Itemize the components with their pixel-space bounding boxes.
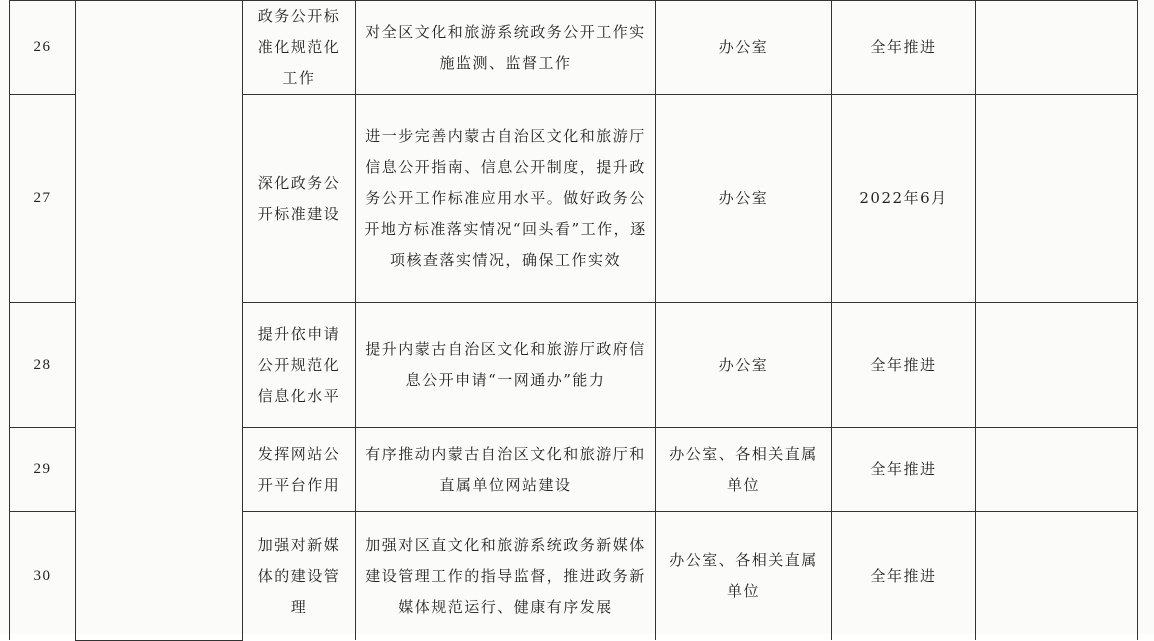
time-frame: 全年推进 [832,303,976,428]
row-number: 26 [10,1,76,95]
time-frame: 全年推进 [832,1,976,95]
time-frame: 全年推进 [832,512,976,641]
task-name: 政务公开标准化规范化工作 [243,1,356,95]
task-content: 对全区文化和旅游系统政务公开工作实施监测、监督工作 [356,1,656,95]
task-content: 有序推动内蒙古自治区文化和旅游厅和直属单位网站建设 [356,428,656,512]
task-name: 发挥网站公开平台作用 [243,428,356,512]
responsible-dept: 办公室、各相关直属单位 [656,512,832,641]
responsible-dept: 办公室、各相关直属单位 [656,428,832,512]
responsible-dept: 办公室 [656,95,832,303]
row-number: 30 [10,512,76,641]
remarks-cell [976,95,1138,303]
responsible-dept: 办公室 [656,303,832,428]
row-number: 29 [10,428,76,512]
time-frame: 全年推进 [832,428,976,512]
table-row [10,1,1138,95]
task-content: 进一步完善内蒙古自治区文化和旅游厅信息公开指南、信息公开制度，提升政务公开工作标准应用水平。做好政务公开地方标准落实情况“回头看”工作，逐项核查落实情况，确保工作实效 [356,95,656,303]
task-content: 提升内蒙古自治区文化和旅游厅政府信息公开申请“一网通办”能力 [356,303,656,428]
row-number: 28 [10,303,76,428]
remarks-cell [976,512,1138,641]
work-plan-table [9,0,1138,641]
remarks-cell [976,428,1138,512]
row-number: 27 [10,95,76,303]
remarks-cell [976,303,1138,428]
task-content: 加强对区直文化和旅游系统政务新媒体建设管理工作的指导监督，推进政务新媒体规范运行、健康有序发展 [356,512,656,641]
time-frame: 2022年6月 [832,95,976,303]
responsible-dept: 办公室 [656,1,832,95]
task-name: 深化政务公开标准建设 [243,95,356,303]
task-name: 加强对新媒体的建设管理 [243,512,356,641]
task-name: 提升依申请公开规范化信息化水平 [243,303,356,428]
category-cell [76,1,243,641]
remarks-cell [976,1,1138,95]
